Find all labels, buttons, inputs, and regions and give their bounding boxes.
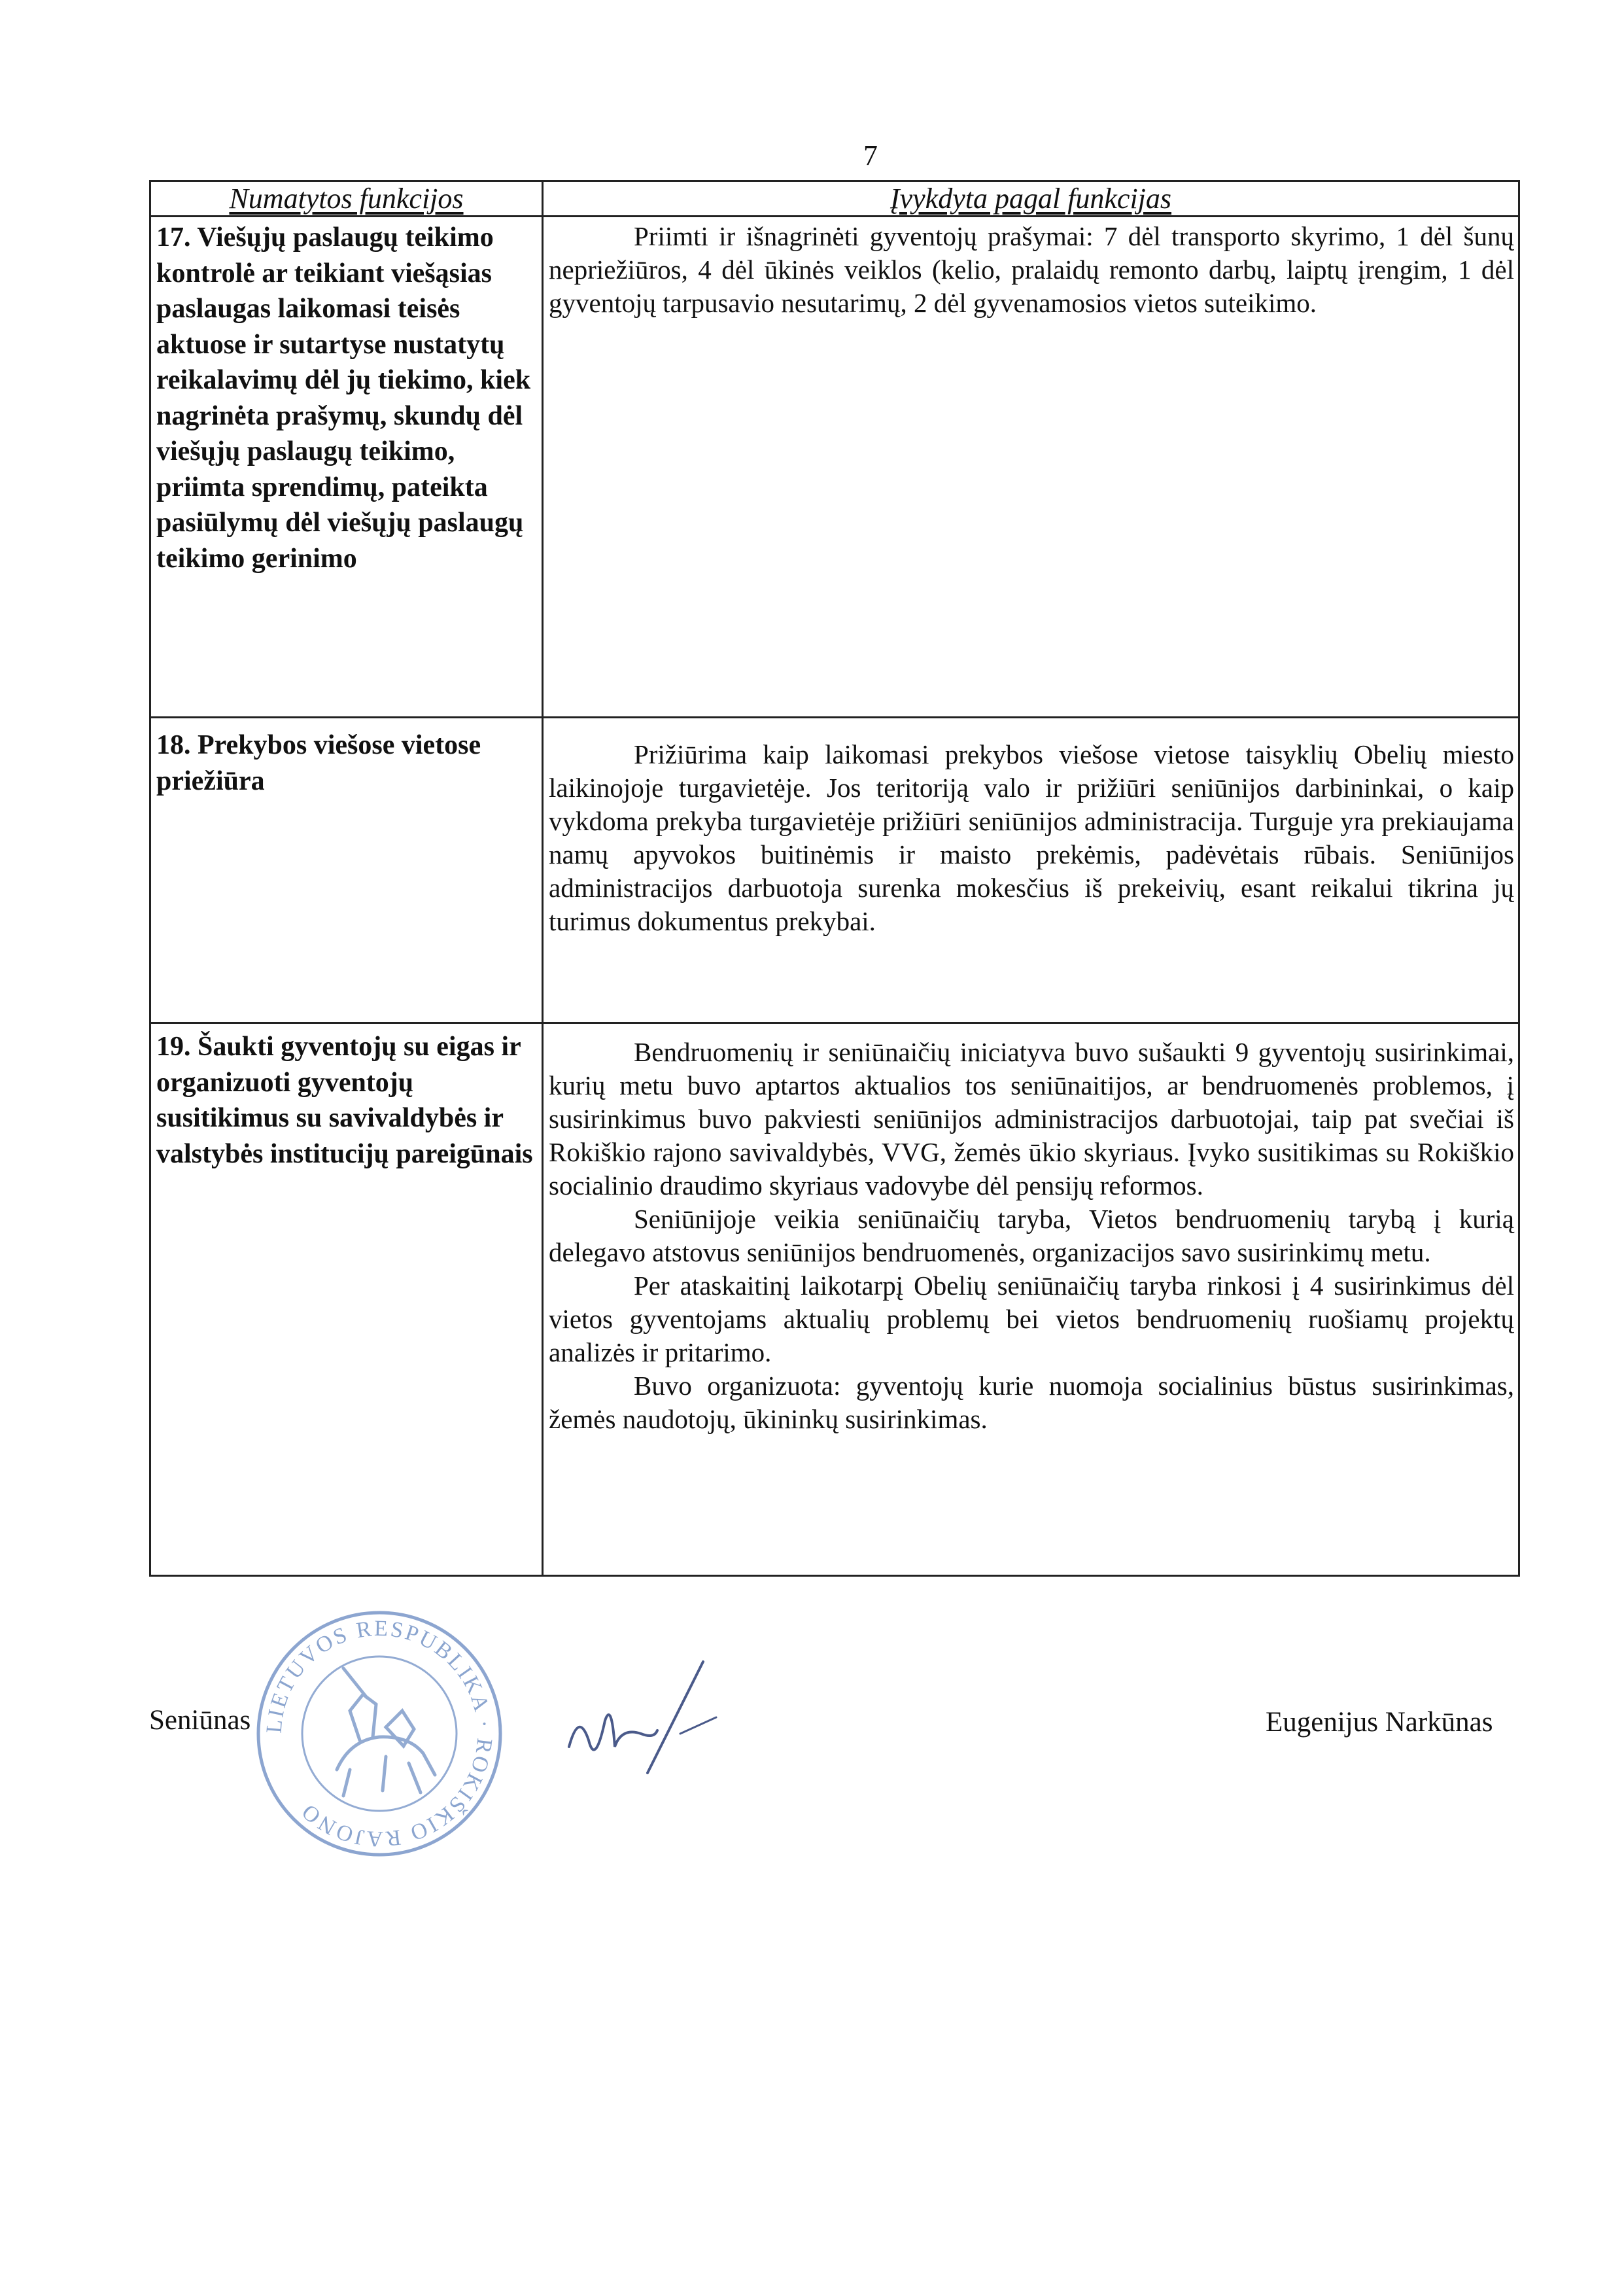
stamp-text: LIETUVOS RESPUBLIKA · ROKIŠKIO RAJONO [262, 1616, 497, 1851]
function-cell: 18. Prekybos viešose vietose priežiūra [150, 718, 543, 1023]
done-paragraph: Bendruomenių ir seniūnaičių iniciatyva buvo sušaukti 9 gyventojų susirinkimai, kurių metu buvo aptartos aktualios tos seniūnaitijos, ar bendruomenės problemos, į susirinkimus buvo pakviesti seniūnijos administracijos darbuotojai, taip pat svečiai iš Rokiškio rajono savivaldybės, VVG, žemės ūkio skyriaus. Įvyko susitikimas su Rokiškio socialinio draudimo skyriaus vadovybe dėl pensijų reformos. [549, 1037, 1514, 1200]
header-completed-functions: Įvykdyta pagal funkcijas [543, 181, 1519, 217]
table-row [150, 718, 1519, 1023]
page-number: 7 [863, 139, 878, 171]
done-paragraph: Buvo organizuota: gyventojų kurie nuomoja socialinius būstus susirinkimas, žemės naudotojų, ūkininkų susirinkimas. [549, 1371, 1514, 1434]
done-paragraph: Priimti ir išnagrinėti gyventojų prašymai: 7 dėl transporto skyrimo, 1 dėl šunų nepriežiūros, 4 dėl ūkinės veiklos (kelio, pralaidų remonto darbų, laiptų įrengim, 1 dėl gyventojų tarpusavio nesutarimų, 2 dėl gyvenamosios vietos suteikimo. [549, 221, 1514, 318]
function-cell: 17. Viešųjų paslaugų teikimo kontrolė ar teikiant viešąsias paslaugas laikomasi teisės aktuose ir sutartyse nustatytų reikalavimų dėl jų tiekimo, kiek nagrinėta prašymų, skundų dėl viešųjų paslaugų teikimo, priimta sprendimų, pateikta pasiūlymų dėl viešųjų paslaugų teikimo gerinimo [150, 217, 543, 718]
svg-text:LIETUVOS RESPUBLIKA · ROKIŠKIO [262, 1617, 497, 1851]
function-cell: 19. Šaukti gyventojų su eigas ir organizuoti gyventojų susitikimus su savivaldybės ir valstybės institucijų pareigūnais [150, 1023, 543, 1576]
done-cell [543, 718, 1519, 1023]
done-cell [543, 217, 1519, 718]
done-paragraph: Seniūnijoje veikia seniūnaičių taryba, Vietos bendruomenių tarybą į kurią delegavo atstovus seniūnijos bendruomenės, organizacijos savo susirinkimų metu. [549, 1204, 1514, 1267]
header-planned-functions: Numatytos funkcijos [150, 181, 543, 217]
functions-table [149, 180, 1520, 1577]
handwritten-signature [543, 1649, 733, 1806]
table-row [150, 1023, 1519, 1576]
vytis-emblem-icon [337, 1668, 435, 1796]
signature-title: Seniūnas [149, 1705, 251, 1736]
done-paragraph: Prižiūrima kaip laikomasi prekybos viešose vietose taisyklių Obelių miesto laikinojoje turgavietėje. Jos teritoriją valo ir prižiūri seniūnijos darbininkai, o kaip vykdoma prekyba turgavietėje prižiūri seniūnijos administracija. Turguje yra prekiaujama namų apyvokos buitinėmis ir maisto prekėmis, padėvėtais rūbais. Seniūnijos administracijos darbuotoja surenka mokesčius iš prekeivių, esant reikalui tikrina jų turimus dokumentus prekybai. [549, 739, 1514, 936]
signatory-name: Eugenijus Narkūnas [1266, 1707, 1493, 1738]
table-row [150, 217, 1519, 718]
done-cell [543, 1023, 1519, 1576]
done-paragraph: Per ataskaitinį laikotarpį Obelių seniūnaičių taryba rinkosi į 4 susirinkimus dėl vietos gyventojams aktualių problemų bei vietos bendruomenių ruošiamų projektų analizės ir pritarimo. [549, 1270, 1514, 1367]
table-header-row [150, 181, 1519, 217]
official-stamp [252, 1606, 507, 1861]
